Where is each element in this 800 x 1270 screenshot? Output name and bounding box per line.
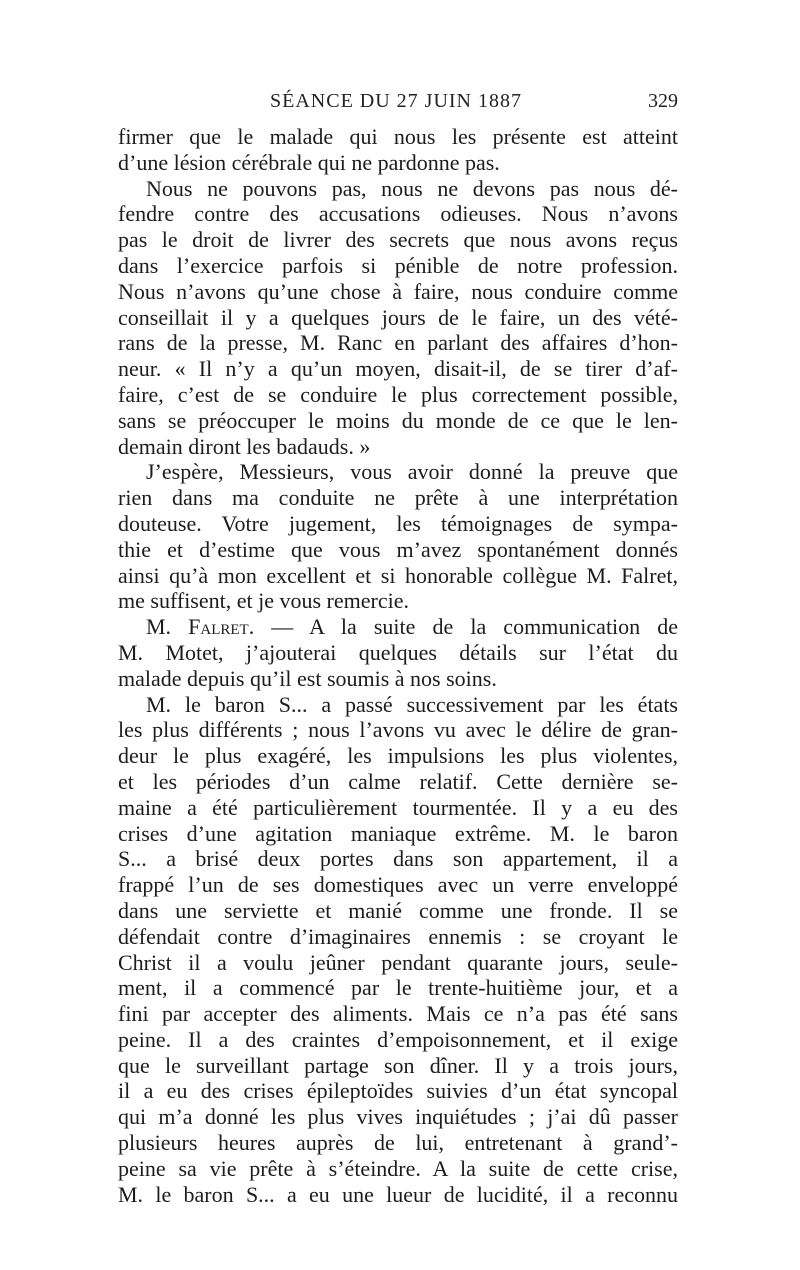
text-line: plusieurs heures auprès de lui, entretenant à grand’- (118, 1130, 678, 1156)
text-line: peine sa vie prête à s’éteindre. A la suite de cette crise, (118, 1155, 678, 1181)
text-line: M. Motet, j’ajouterai quelques détails sur l’état du (118, 639, 678, 665)
text-line: d’une lésion cérébrale qui ne pardonne pas. (118, 149, 500, 175)
text-line: faire, c’est de se conduire le plus correctement possible, (118, 381, 678, 407)
body-text (118, 124, 678, 1207)
text-line: qui m’a donné les plus vives inquiétudes ; j’ai dû passer (118, 1104, 678, 1130)
text-line: rien dans ma conduite ne prête à une interprétation (118, 485, 678, 511)
text-line: douteuse. Votre jugement, les témoignages de sympa- (118, 510, 678, 536)
text-line (118, 614, 678, 640)
text-line: Nous n’avons qu’une chose à faire, nous conduire comme (118, 278, 678, 304)
text-line: frappé l’un de ses domestiques avec un verre enveloppé (118, 872, 678, 898)
text-line: pas le droit de livrer des secrets que nous avons reçus (118, 227, 678, 253)
text-line: dans l’exercice parfois si pénible de notre profession. (118, 252, 678, 278)
text-line: firmer que le malade qui nous les présente est atteint (118, 124, 678, 149)
text-line: ainsi qu’à mon excellent et si honorable collègue M. Falret, (118, 562, 678, 588)
text-line: les plus différents ; nous l’avons vu avec le délire de gran- (118, 717, 678, 743)
text-line: me suffisent, et je vous remercie. (118, 588, 409, 614)
text-line: M. le baron S... a passé successivement par les états (146, 691, 678, 717)
text-line: peine. Il a des craintes d’empoisonnement, et il exige (118, 1026, 678, 1052)
text-line: M. le baron S... a eu une lueur de lucidité, il a reconnu (118, 1181, 678, 1207)
text-line: deur le plus exagéré, les impulsions les plus violentes, (118, 743, 678, 769)
text-line: sans se préoccuper le moins du monde de ce que le len- (118, 407, 678, 433)
text-line: demain diront les badauds. » (118, 433, 371, 459)
page-header (118, 90, 678, 118)
text-line: que le surveillant partage son dîner. Il y a trois jours, (118, 1052, 678, 1078)
text-line: dans une serviette et manié comme une fronde. Il se (118, 897, 678, 923)
text-line: thie et d’estime que vous m’avez spontanément donnés (118, 536, 678, 562)
text-line: défendait contre d’imaginaires ennemis : se croyant le (118, 923, 678, 949)
text-line: Nous ne pouvons pas, nous ne devons pas nous dé- (146, 175, 678, 201)
speaker-prefix: M. (146, 614, 189, 640)
text-line: Christ il a voulu jeûner pendant quarante jours, seule- (118, 949, 678, 975)
text-line: rans de la presse, M. Ranc en parlant des affaires d’hon- (118, 330, 678, 356)
text-line: crises d’une agitation maniaque extrême. M. le baron (118, 820, 678, 846)
text-line: et les périodes d’un calme relatif. Cette dernière se- (118, 768, 678, 794)
text-line: fendre contre des accusations odieuses. Nous n’avons (118, 201, 678, 227)
text-line: maine a été particulièrement tourmentée. Il y a eu des (118, 794, 678, 820)
text-line: S... a brisé deux portes dans son appartement, il a (118, 846, 678, 872)
text-line: ment, il a commencé par le trente-huitième jour, et a (118, 975, 678, 1001)
speaker-name: Falret. (188, 614, 255, 640)
text-line: conseillait il y a quelques jours de le faire, un des vété- (118, 304, 678, 330)
text-line: J’espère, Messieurs, vous avoir donné la preuve que (146, 459, 678, 485)
page-number: 329 (648, 90, 678, 112)
text-line: neur. « Il n’y a qu’un moyen, disait-il, de se tirer d’af- (118, 356, 678, 382)
running-head: SÉANCE DU 27 JUIN 1887 (270, 90, 522, 112)
text-line: il a eu des crises épileptoïdes suivies d’un état syncopal (118, 1078, 678, 1104)
text-line: malade depuis qu’il est soumis à nos soins. (118, 665, 497, 691)
text-line: fini par accepter des aliments. Mais ce n’a pas été sans (118, 1001, 678, 1027)
speaker-text: — A la suite de la communication de (254, 614, 679, 640)
